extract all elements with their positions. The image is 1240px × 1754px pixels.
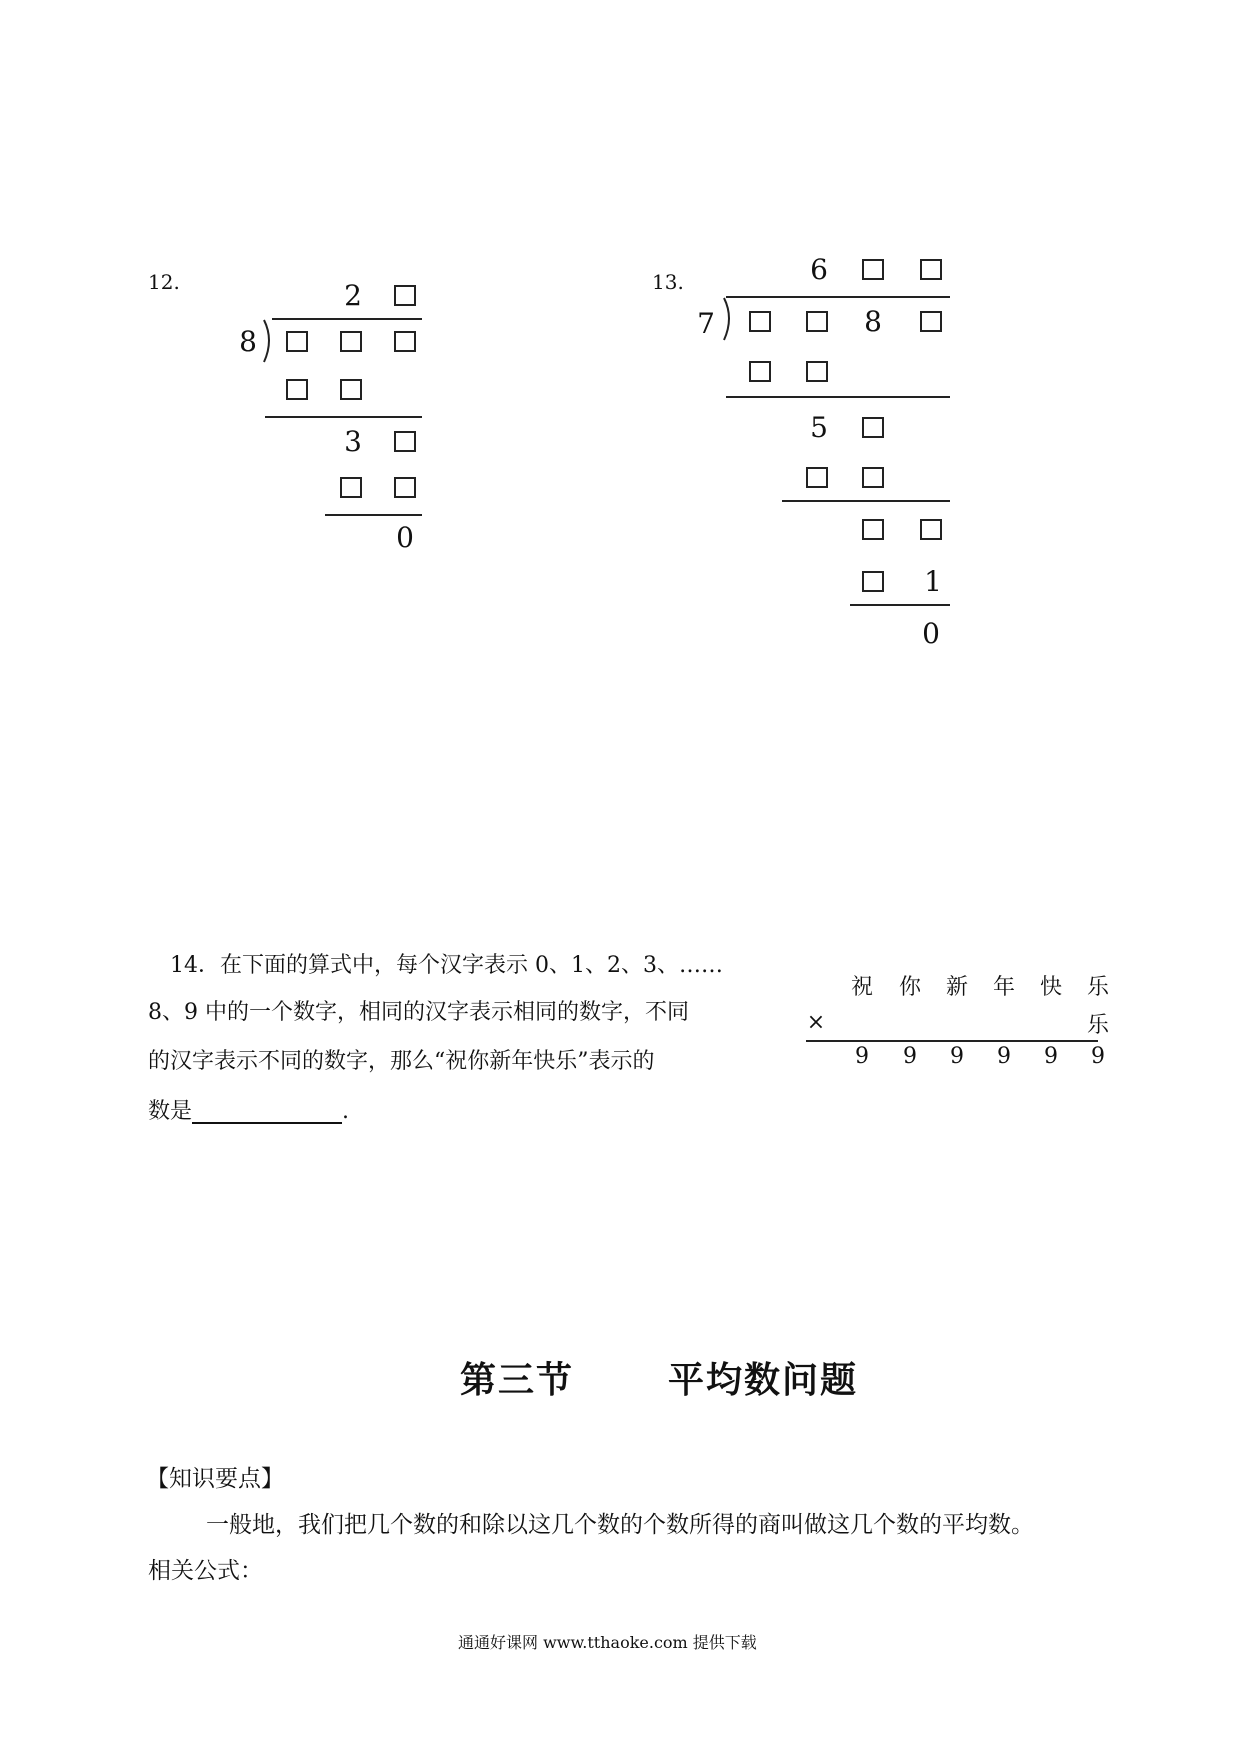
blank-box [340,379,362,400]
blank-box [862,467,884,488]
q13-step-digit: 1 [924,565,942,598]
q13-remainder-digit [853,510,893,550]
q13-dividend-digit: 8 [864,305,882,338]
definition-text: 一般地，我们把几个数的和除以这几个数的个数所得的商叫做这几个数的平均数。 [206,1512,1034,1538]
q14-suffix: . [342,1099,350,1124]
q13-remainder-digit [853,408,893,448]
q13-label: 13. [652,270,684,294]
blank-box [862,571,884,592]
q12-dividend-digit [385,322,425,362]
product-digit: 9 [903,1044,917,1069]
q13-final-remainder: 0 [922,617,940,650]
section-heading: 平均数问题 [668,1360,859,1401]
blank-box [340,477,362,498]
q13-dividend-digit [911,302,951,342]
blank-box [749,311,771,332]
blank-box [862,519,884,540]
q13-dividend-digit [797,302,837,342]
multiplicand-char: 年 [992,975,1015,1000]
q13-quotient-digit [853,250,893,290]
multiplicand-char: 乐 [1086,975,1109,1000]
multiplicand-char: 快 [1039,975,1062,1000]
product-digit: 9 [1044,1044,1058,1069]
q14-prefix: 数是 [148,1099,193,1124]
subtraction-line [726,396,950,398]
subtraction-line [265,416,422,418]
division-bracket [262,318,276,364]
q14-text-line: 8、9 中的一个数字，相同的汉字表示相同的数字，不同 [148,1000,689,1025]
subtraction-line [850,604,950,606]
q13-dividend-digit [740,302,780,342]
blank-box [862,417,884,438]
division-bar [272,318,422,320]
multiplicand-char: 你 [898,975,921,1000]
multiplicand-char: 祝 [850,975,873,1000]
q12-step-digit [331,370,371,410]
q13-step-digit [797,458,837,498]
blank-box [920,519,942,540]
product-digit: 9 [950,1044,964,1069]
q12-step-digit [385,468,425,508]
blank-box [286,331,308,352]
q12-label: 12. [148,270,180,294]
q14-text-line [148,1090,349,1133]
page-footer: 通通好课网 www.tthaoke.com 提供下载 [458,1633,757,1652]
q12-remainder-digit [385,422,425,462]
q13-step-digit [853,562,893,602]
blank-box [862,259,884,280]
formula-label: 相关公式： [148,1558,263,1584]
q12-step-digit [331,468,371,508]
q13-step-digit [797,352,837,392]
times-sign: × [806,1010,826,1035]
blank-box [340,331,362,352]
blank-box [920,259,942,280]
blank-box [806,361,828,382]
q13-step-digit [740,352,780,392]
blank-box [749,361,771,382]
q13-divisor: 7 [697,307,715,340]
q12-dividend-digit [331,322,371,362]
q13-remainder-digit: 5 [810,411,828,444]
q12-dividend-digit [277,322,317,362]
q13-quotient-digit [911,250,951,290]
multiplier-char: 乐 [1086,1013,1109,1038]
multiplicand-char: 新 [945,975,968,1000]
subtraction-line [782,500,950,502]
q12-divisor: 8 [239,325,257,358]
blank-box [920,311,942,332]
knowledge-heading: 【知识要点】 [146,1466,284,1492]
q12-remainder-digit: 3 [344,425,362,458]
blank-box [394,285,416,306]
blank-box [394,431,416,452]
blank-box [394,331,416,352]
q14-text-line: 14．在下面的算式中，每个汉字表示 0、1、2、3、…… [170,953,723,978]
product-line [806,1040,1098,1042]
division-bar [726,296,950,298]
answer-blank[interactable] [192,1100,342,1124]
product-digit: 9 [855,1044,869,1069]
q12-quotient-digit [385,276,425,316]
q13-step-digit [853,458,893,498]
section-number: 第三节 [460,1360,575,1401]
blank-box [806,467,828,488]
blank-box [394,477,416,498]
q13-quotient-digit: 6 [810,253,828,286]
product-digit: 9 [997,1044,1011,1069]
q12-step-digit [277,370,317,410]
blank-box [806,311,828,332]
blank-box [286,379,308,400]
product-digit: 9 [1091,1044,1105,1069]
q12-final-remainder: 0 [396,521,414,554]
subtraction-line [325,514,422,516]
q12-quotient-digit: 2 [344,279,362,312]
division-bracket [722,296,736,342]
q13-remainder-digit [911,510,951,550]
q14-text-line: 的汉字表示不同的数字，那么“祝你新年快乐”表示的 [148,1049,655,1074]
